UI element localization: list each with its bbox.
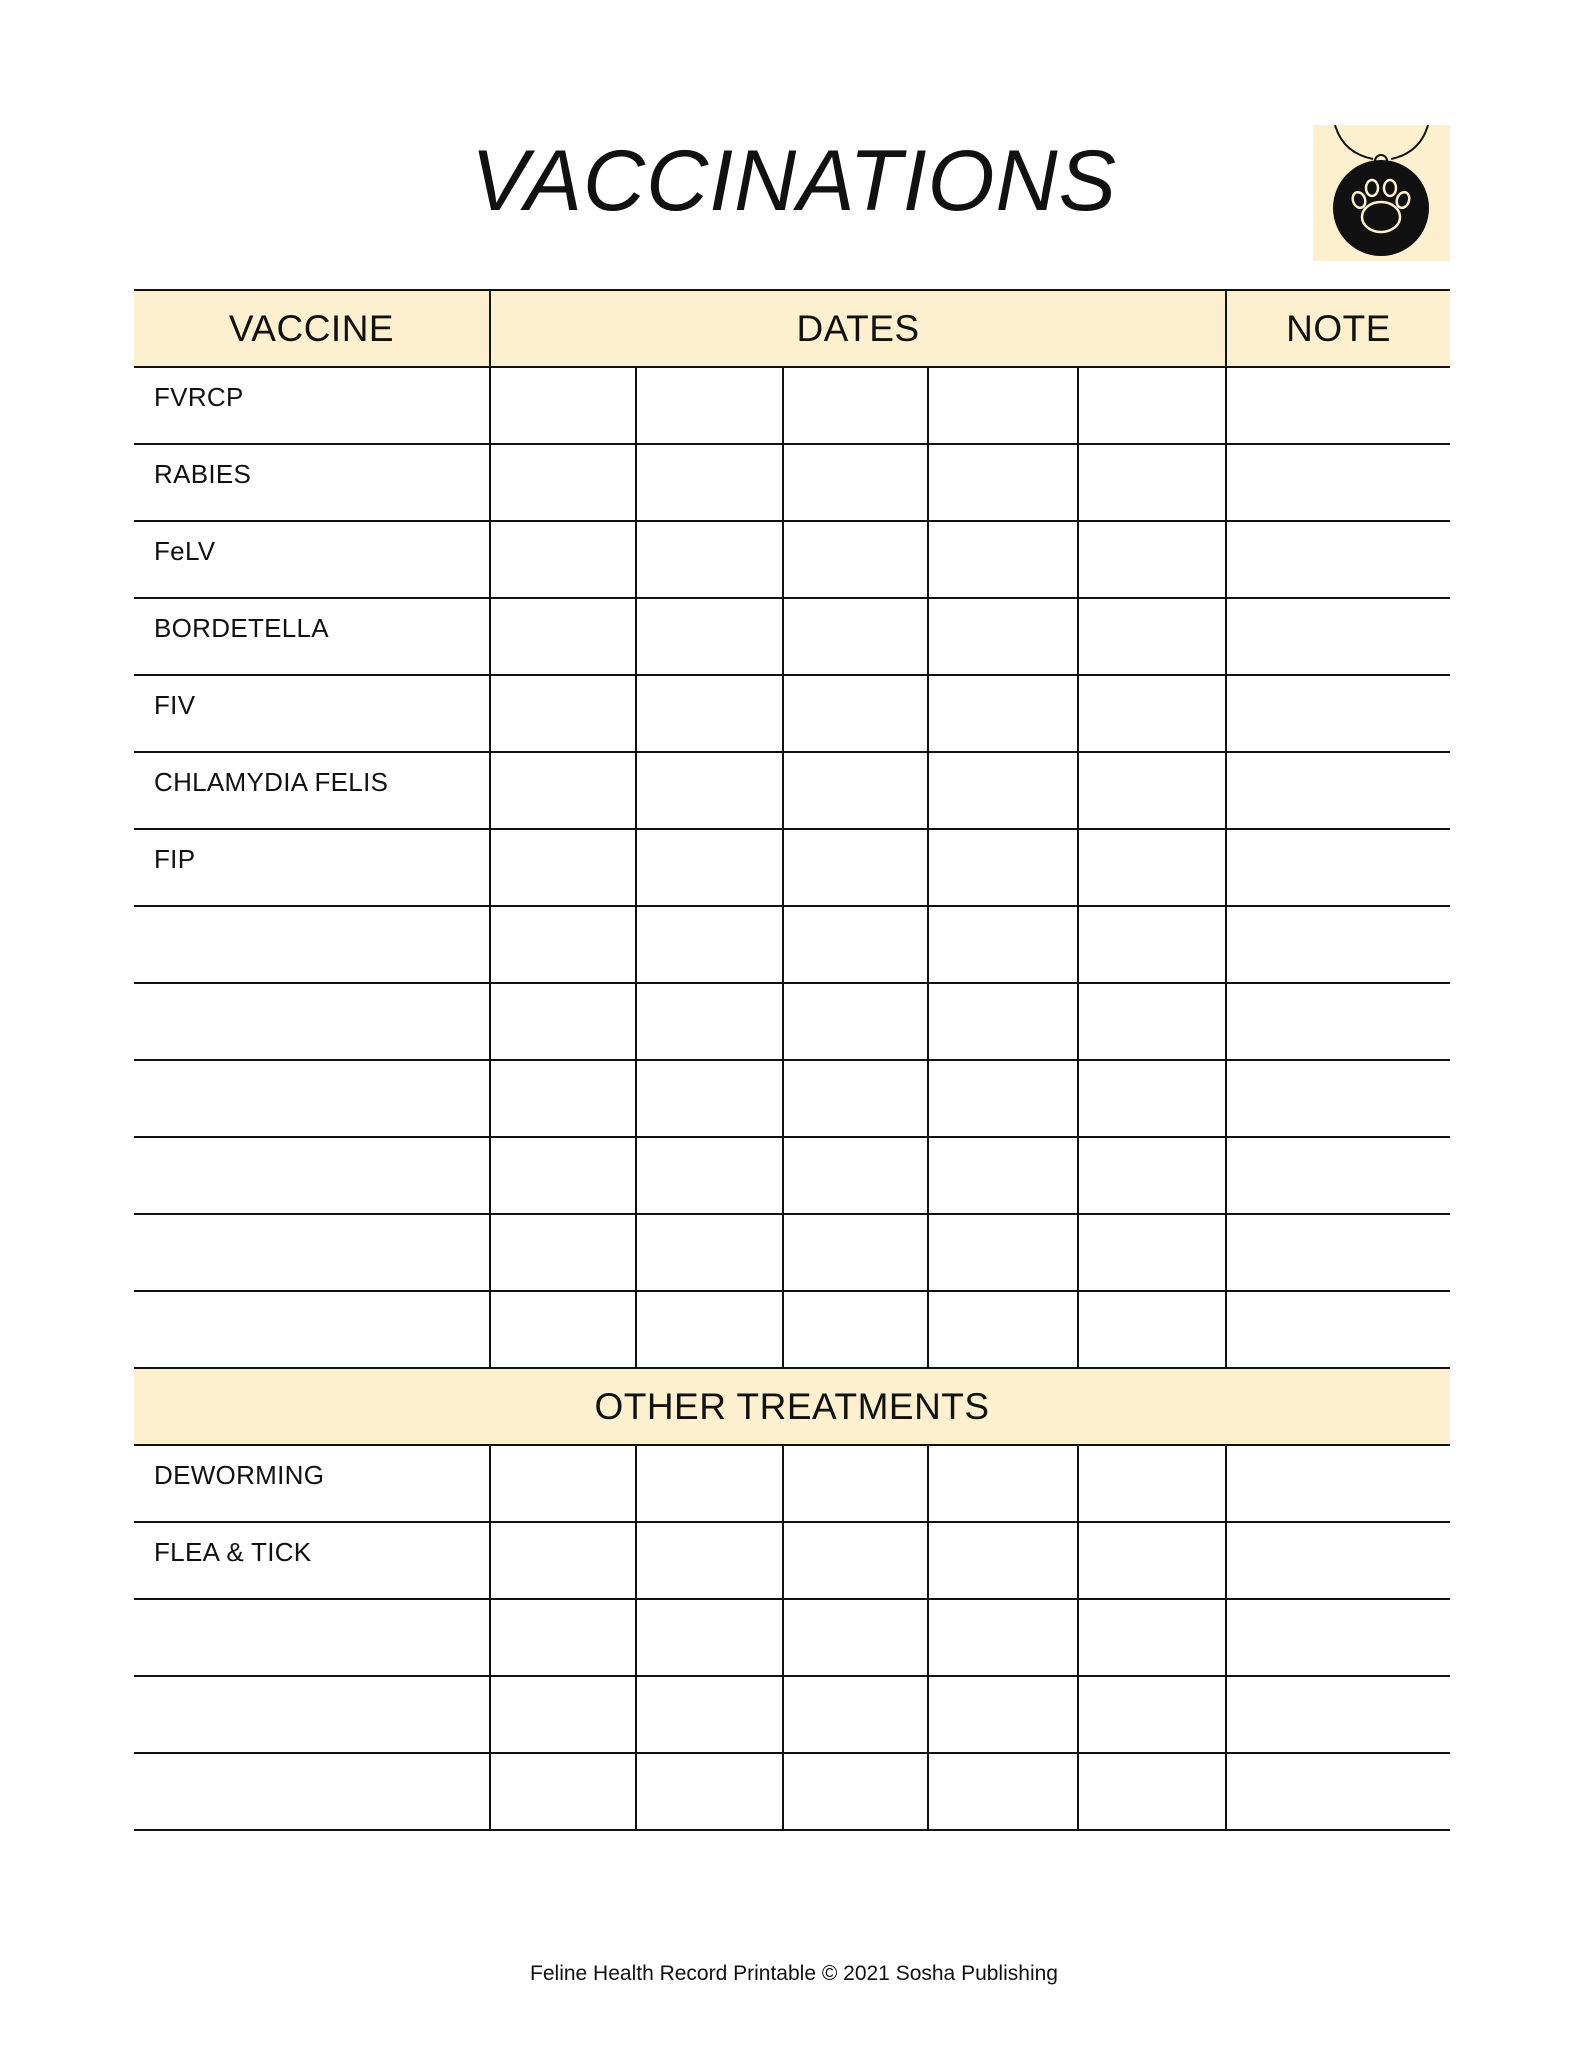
date-cell[interactable] [783,444,928,521]
date-cell[interactable] [490,1137,636,1214]
date-cell[interactable] [928,1445,1078,1522]
date-cell[interactable] [1078,1753,1226,1830]
date-cell[interactable] [928,598,1078,675]
date-cell[interactable] [490,1599,636,1676]
date-cell[interactable] [1078,444,1226,521]
note-cell[interactable] [1226,829,1450,906]
date-cell[interactable] [1078,1522,1226,1599]
date-cell[interactable] [783,829,928,906]
vaccine-row [134,1137,1450,1214]
date-cell[interactable] [928,444,1078,521]
vaccine-row [134,983,1450,1060]
date-cell[interactable] [1078,521,1226,598]
date-cell[interactable] [783,598,928,675]
date-cell[interactable] [636,1753,783,1830]
dates-header: DATES [490,290,1226,367]
row-label[interactable] [134,983,490,1060]
vaccine-row [134,829,1450,906]
date-cell[interactable] [1078,829,1226,906]
date-cell[interactable] [636,444,783,521]
row-label[interactable]: FVRCP [134,367,490,444]
date-cell[interactable] [783,906,928,983]
row-label[interactable]: FLEA & TICK [134,1522,490,1599]
date-cell[interactable] [928,1522,1078,1599]
note-cell[interactable] [1226,1445,1450,1522]
date-cell[interactable] [636,675,783,752]
date-cell[interactable] [636,598,783,675]
note-cell[interactable] [1226,521,1450,598]
date-cell[interactable] [783,367,928,444]
date-cell[interactable] [636,367,783,444]
date-cell[interactable] [928,367,1078,444]
date-cell[interactable] [928,906,1078,983]
date-cell[interactable] [490,675,636,752]
date-cell[interactable] [636,752,783,829]
other-treatments-header: OTHER TREATMENTS [134,1368,1450,1445]
row-label[interactable] [134,1599,490,1676]
note-header: NOTE [1226,290,1450,367]
treatment-row [134,1599,1450,1676]
date-cell[interactable] [783,983,928,1060]
date-cell[interactable] [928,983,1078,1060]
vaccine-rows [134,367,1450,1368]
section-row [134,1368,1450,1445]
row-label[interactable]: BORDETELLA [134,598,490,675]
date-cell[interactable] [1078,675,1226,752]
date-cell[interactable] [783,752,928,829]
treatment-row [134,1753,1450,1830]
page-title: VACCINATIONS [471,133,1117,229]
date-cell[interactable] [490,367,636,444]
vaccine-row [134,598,1450,675]
date-cell[interactable] [928,521,1078,598]
date-cell[interactable] [636,1599,783,1676]
date-cell[interactable] [636,521,783,598]
date-cell[interactable] [928,1214,1078,1291]
date-cell[interactable] [490,1753,636,1830]
row-label[interactable] [134,1060,490,1137]
date-cell[interactable] [636,1060,783,1137]
date-cell[interactable] [928,1676,1078,1753]
date-cell[interactable] [490,829,636,906]
date-cell[interactable] [490,521,636,598]
note-cell[interactable] [1226,1214,1450,1291]
date-cell[interactable] [636,829,783,906]
date-cell[interactable] [928,829,1078,906]
vaccine-row [134,752,1450,829]
date-cell[interactable] [1078,1137,1226,1214]
date-cell[interactable] [783,1522,928,1599]
vaccine-header: VACCINE [134,290,490,367]
paw-tag-icon [1313,125,1450,261]
vaccine-row [134,1214,1450,1291]
date-cell[interactable] [490,1445,636,1522]
note-cell[interactable] [1226,906,1450,983]
vaccination-table [134,289,1450,1831]
note-cell[interactable] [1226,367,1450,444]
date-cell[interactable] [783,1060,928,1137]
row-label[interactable]: FIV [134,675,490,752]
date-cell[interactable] [636,1522,783,1599]
treatment-row [134,1445,1450,1522]
date-cell[interactable] [928,1060,1078,1137]
note-cell[interactable] [1226,598,1450,675]
date-cell[interactable] [490,1291,636,1368]
row-label[interactable]: CHLAMYDIA FELIS [134,752,490,829]
note-cell[interactable] [1226,1753,1450,1830]
date-cell[interactable] [490,444,636,521]
note-cell[interactable] [1226,1599,1450,1676]
vaccine-row [134,906,1450,983]
note-cell[interactable] [1226,1676,1450,1753]
date-cell[interactable] [1078,1291,1226,1368]
date-cell[interactable] [1078,1214,1226,1291]
vaccine-row [134,444,1450,521]
row-label[interactable]: FIP [134,829,490,906]
date-cell[interactable] [783,1445,928,1522]
date-cell[interactable] [928,1753,1078,1830]
date-cell[interactable] [783,1753,928,1830]
date-cell[interactable] [928,675,1078,752]
note-cell[interactable] [1226,444,1450,521]
date-cell[interactable] [783,675,928,752]
row-label[interactable] [134,1291,490,1368]
date-cell[interactable] [1078,752,1226,829]
date-cell[interactable] [490,1060,636,1137]
date-cell[interactable] [490,1522,636,1599]
row-label[interactable] [134,906,490,983]
note-cell[interactable] [1226,752,1450,829]
note-cell[interactable] [1226,675,1450,752]
date-cell[interactable] [636,1291,783,1368]
date-cell[interactable] [1078,906,1226,983]
date-cell[interactable] [928,1599,1078,1676]
date-cell[interactable] [928,1291,1078,1368]
date-cell[interactable] [783,1214,928,1291]
note-cell[interactable] [1226,1522,1450,1599]
date-cell[interactable] [490,983,636,1060]
date-cell[interactable] [636,983,783,1060]
date-cell[interactable] [490,1214,636,1291]
row-label[interactable]: DEWORMING [134,1445,490,1522]
date-cell[interactable] [636,906,783,983]
treatment-rows [134,1445,1450,1830]
date-cell[interactable] [1078,598,1226,675]
date-cell[interactable] [636,1676,783,1753]
date-cell[interactable] [636,1445,783,1522]
vaccine-row [134,1291,1450,1368]
date-cell[interactable] [783,1291,928,1368]
date-cell[interactable] [783,1676,928,1753]
date-cell[interactable] [1078,1060,1226,1137]
date-cell[interactable] [928,1137,1078,1214]
date-cell[interactable] [783,521,928,598]
date-cell[interactable] [1078,367,1226,444]
row-label[interactable] [134,1214,490,1291]
date-cell[interactable] [1078,1676,1226,1753]
date-cell[interactable] [636,1214,783,1291]
treatment-row [134,1676,1450,1753]
vaccine-row [134,521,1450,598]
vaccine-row [134,1060,1450,1137]
row-label[interactable]: FeLV [134,521,490,598]
date-cell[interactable] [1078,1445,1226,1522]
note-cell[interactable] [1226,1291,1450,1368]
date-cell[interactable] [490,906,636,983]
header-row [134,290,1450,367]
date-cell[interactable] [490,752,636,829]
vaccine-row [134,675,1450,752]
note-cell[interactable] [1226,983,1450,1060]
date-cell[interactable] [1078,1599,1226,1676]
date-cell[interactable] [490,1676,636,1753]
date-cell[interactable] [783,1137,928,1214]
date-cell[interactable] [783,1599,928,1676]
row-label[interactable]: RABIES [134,444,490,521]
row-label[interactable] [134,1137,490,1214]
date-cell[interactable] [928,752,1078,829]
vaccine-row [134,367,1450,444]
date-cell[interactable] [490,598,636,675]
footer-copyright: Feline Health Record Printable © 2021 Sosha Publishing [530,1962,1058,1985]
row-label[interactable] [134,1753,490,1830]
date-cell[interactable] [1078,983,1226,1060]
date-cell[interactable] [636,1137,783,1214]
row-label[interactable] [134,1676,490,1753]
note-cell[interactable] [1226,1137,1450,1214]
treatment-row [134,1522,1450,1599]
note-cell[interactable] [1226,1060,1450,1137]
